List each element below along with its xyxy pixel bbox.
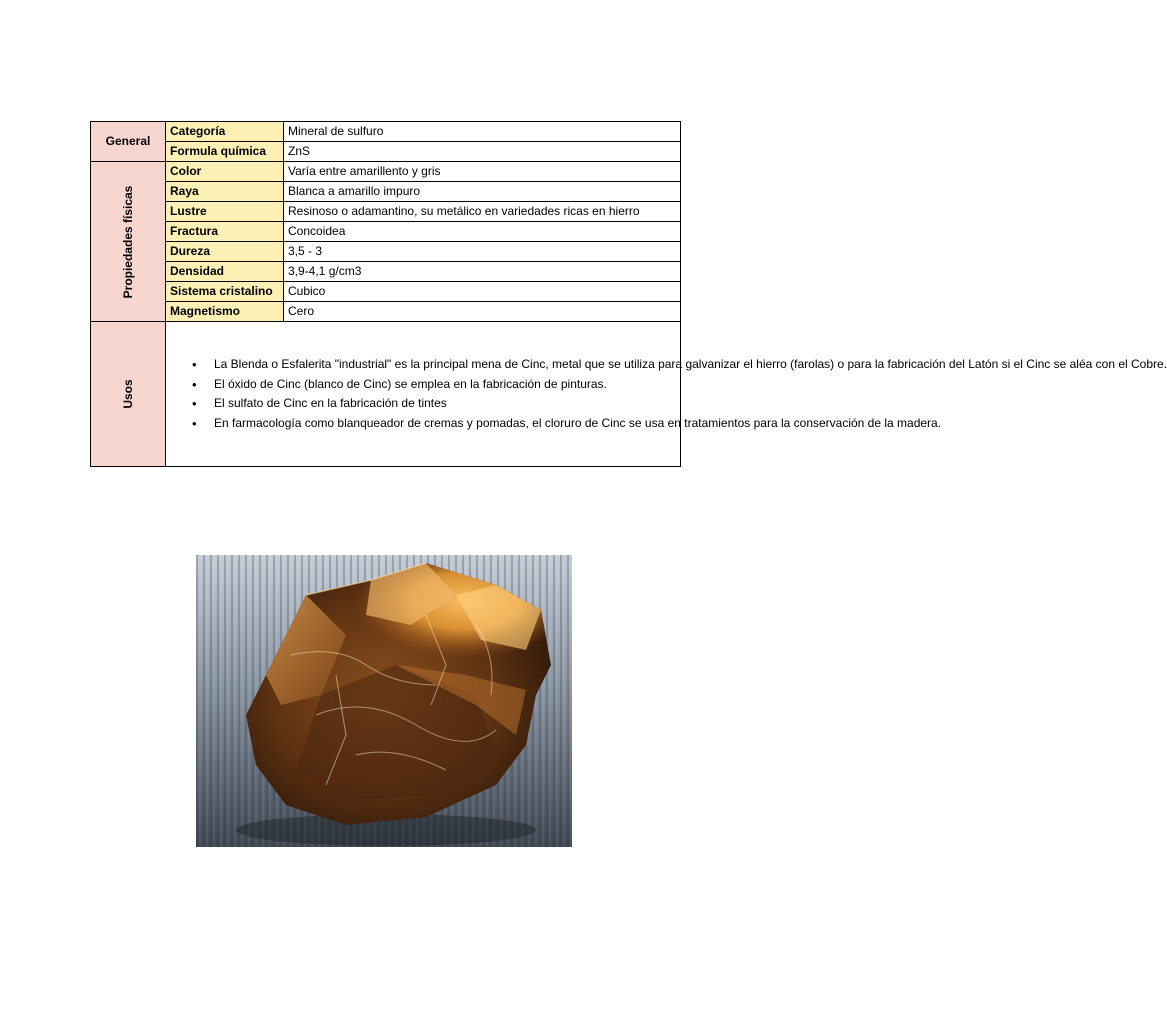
property-label: Lustre bbox=[166, 202, 284, 222]
property-label: Magnetismo bbox=[166, 302, 284, 322]
property-value: 3,5 - 3 bbox=[284, 242, 681, 262]
property-label: Sistema cristalino bbox=[166, 282, 284, 302]
table-row bbox=[91, 162, 681, 182]
mineral-properties-table bbox=[90, 121, 1167, 467]
property-value: Cero bbox=[284, 302, 681, 322]
list-item: • El sulfato de Cinc en la fabricación de tintes bbox=[214, 394, 676, 414]
property-value: Resinoso o adamantino, su metálico en variedades ricas en hierro bbox=[284, 202, 681, 222]
property-label: Densidad bbox=[166, 262, 284, 282]
property-label: Dureza bbox=[166, 242, 284, 262]
property-label: Fractura bbox=[166, 222, 284, 242]
list-item: • La Blenda o Esfalerita "industrial" es la principal mena de Cinc, metal que se utiliza para galvanizar el hierro (farolas) o para la fabricación del Latón si el Cinc se aléa con el Cobre. bbox=[214, 355, 676, 375]
list-item: • El óxido de Cinc (blanco de Cinc) se emplea en la fabricación de pinturas. bbox=[214, 375, 676, 395]
group-label-general: General bbox=[91, 122, 166, 162]
property-label: Raya bbox=[166, 182, 284, 202]
table-row bbox=[91, 282, 681, 302]
list-item: • En farmacología como blanqueador de cremas y pomadas, el cloruro de Cinc se usa en tratamientos para la conservación de la madera. bbox=[214, 414, 676, 434]
table-row bbox=[91, 202, 681, 222]
property-value: Blanca a amarillo impuro bbox=[284, 182, 681, 202]
table-row bbox=[91, 122, 681, 142]
group-label-physical-cell bbox=[91, 162, 166, 322]
property-value: 3,9-4,1 g/cm3 bbox=[284, 262, 681, 282]
property-value: Cubico bbox=[284, 282, 681, 302]
uses-list bbox=[170, 355, 1167, 433]
property-label: Categoría bbox=[166, 122, 284, 142]
property-value: Concoidea bbox=[284, 222, 681, 242]
table-row bbox=[91, 182, 681, 202]
table-row bbox=[91, 302, 681, 322]
property-value: Varía entre amarillento y gris bbox=[284, 162, 681, 182]
table-row bbox=[91, 262, 681, 282]
vertical-label-wrapper bbox=[95, 322, 161, 466]
group-label-physical: Propiedades físicas bbox=[121, 185, 135, 298]
property-label: Formula química bbox=[166, 142, 284, 162]
table-row bbox=[91, 322, 681, 467]
table-row bbox=[91, 142, 681, 162]
property-value: ZnS bbox=[284, 142, 681, 162]
uses-cell bbox=[166, 322, 1167, 467]
mineral-photo bbox=[196, 555, 572, 847]
property-value: Mineral de sulfuro bbox=[284, 122, 681, 142]
vertical-label-wrapper bbox=[95, 162, 161, 321]
group-label-uses: Usos bbox=[121, 379, 135, 409]
group-label-uses-cell bbox=[91, 322, 166, 467]
table-row bbox=[91, 222, 681, 242]
table-row bbox=[91, 242, 681, 262]
property-label: Color bbox=[166, 162, 284, 182]
